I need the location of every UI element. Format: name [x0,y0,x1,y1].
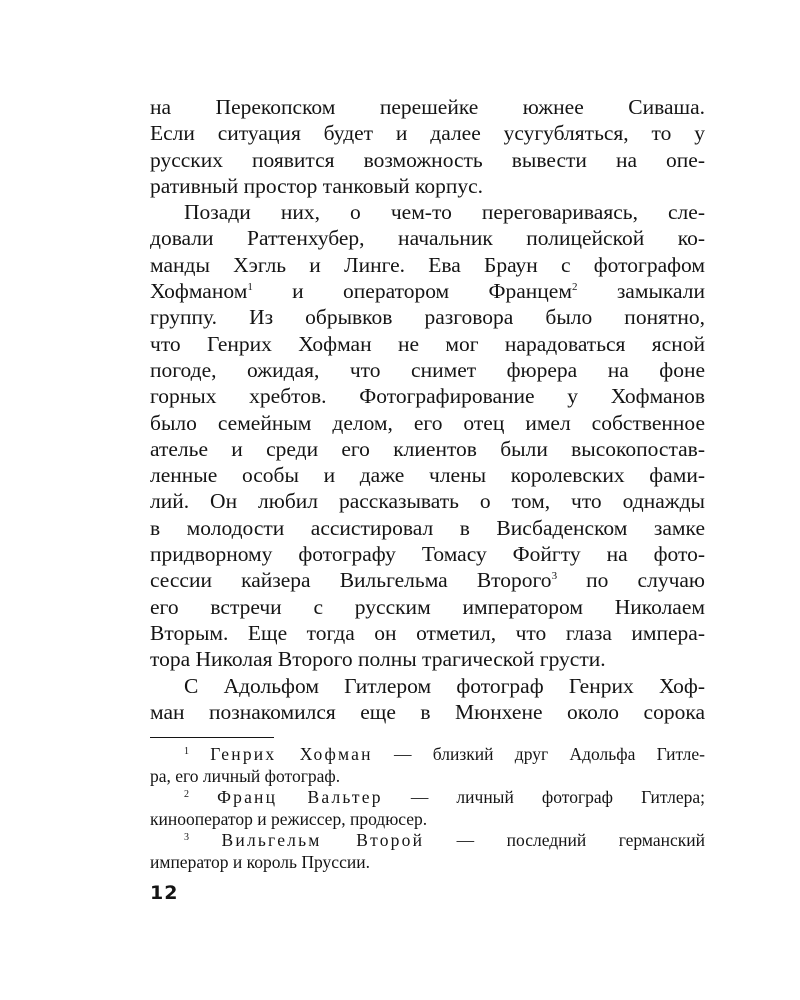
text-line: ленные особы и даже члены королевских фами- [150,463,705,488]
text-line: было семейным делом, его отец имел собственное [150,410,705,435]
footnote-divider [150,737,274,738]
footnotes [150,744,705,873]
text-line: русских появится возможность вывести на опе- [150,147,705,172]
text-line: довали Раттенхубер, начальник полицейской ко- [150,226,705,251]
text-line: ративный простор танковый корпус. [150,173,484,198]
text-line: на Перекопском перешейке южнее Сиваша. [150,95,705,119]
text-line: в молодости ассистировал в Висбаденском замке [150,515,705,540]
main-text [150,94,705,725]
text-line: что Генрих Хофман не мог нарадоваться ясной [150,331,705,356]
footnote-ref-1: 1 [247,281,253,294]
text-line: тора Николая Второго полны трагической грусти. [150,647,606,672]
text-line: ман познакомился еще в Мюнхене около сорока [150,699,705,724]
footnote-name: Франц Вальтер [217,787,383,808]
text-line: группу. Из обрывков разговора было понятно, [150,305,705,330]
footnote-name: Вильгельм Второй [221,830,425,851]
footnote-number: 2 [184,789,189,801]
footnote-2: $^2$ Франц Вальтер — личный фотограф Гитлера; кинооператор и режиссер, продюсер. [150,787,705,829]
footnote-number: 1 [184,746,189,758]
text-line: лий. Он любил рассказывать о том, что однажды [150,489,705,514]
text-line-with-footnotes: Хофманом$^1$ и оператором Францем$^2$ замыкали [150,279,705,304]
page-number: 12 [150,882,179,904]
text-line: Позади них, о чем-то переговариваясь, сле- [184,200,705,225]
footnote-1: $^1$ Генрих Хофман — близкий друг Адольфа Гитле- ра, его личный фотограф. [150,744,705,786]
footnote-ref-3: 3 [551,570,558,583]
text-line: Если ситуация будет и далее усугубляться, то у [150,121,705,146]
book-page [150,94,705,873]
footnote-name: Генрих Хофман [210,744,373,765]
footnote-3: $^3$ Вильгельм Второй — последний германский император и король Пруссии. [150,830,706,872]
text-line: погоде, ожидая, что снимет фюрера на фоне [150,357,705,382]
text-line: манды Хэгль и Линге. Ева Браун с фотографом [150,252,705,277]
text-line: С Адольфом Гитлером фотограф Генрих Хоф- [184,673,705,698]
footnote-ref-2: 2 [571,281,578,294]
text-line: ателье и среди его клиентов были высокопостав- [150,436,705,461]
text-line: его встречи с русским императором Николаем [150,594,705,619]
text-line-with-footnote: сессии кайзера Вильгельма Второго$^3$ по случаю [150,568,705,593]
text-line: Вторым. Еще тогда он отметил, что глаза импера- [150,620,705,645]
text-line: горных хребтов. Фотографирование у Хофманов [150,384,705,409]
text-line: придворному фотографу Томасу Фойгту на фото- [150,542,705,567]
footnote-number: 3 [184,832,189,844]
